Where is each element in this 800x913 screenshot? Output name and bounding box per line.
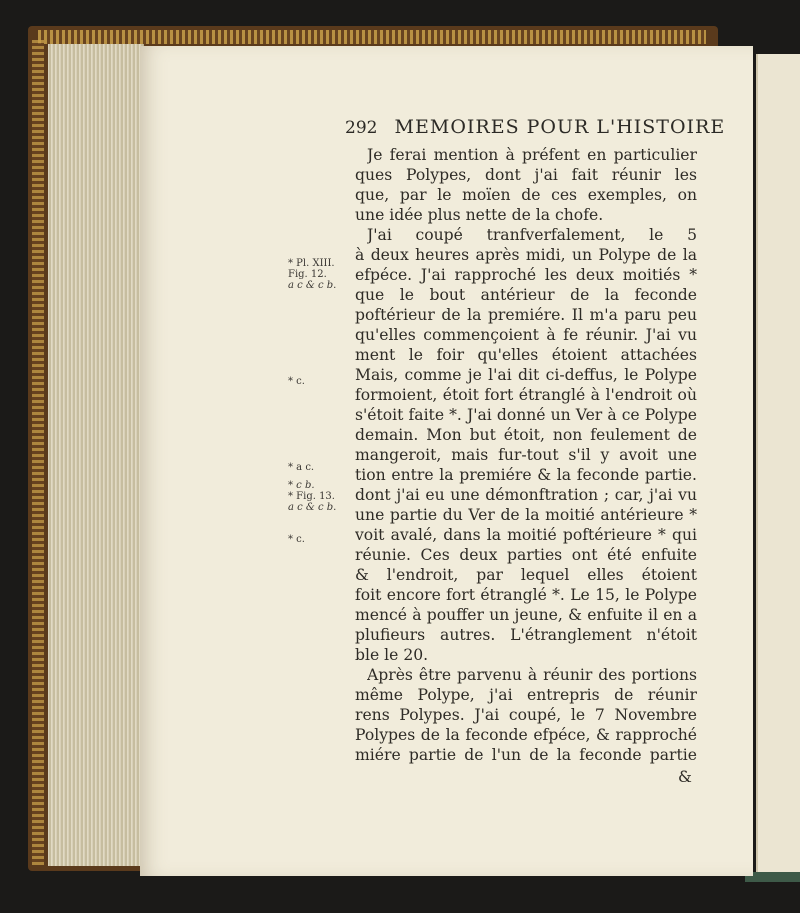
margin-note-line: * c b.	[288, 480, 315, 491]
margin-note-plate	[288, 258, 336, 291]
text-line: Je ferai mention à préfent en particulier	[367, 146, 697, 164]
margin-note-line: * Pl. XIII.	[288, 258, 335, 269]
text-line: miére partie de l'un de la feconde partie	[355, 746, 697, 764]
text-line: même Polype, j'ai entrepris de réunir	[355, 686, 697, 704]
text-line: poftérieur de la premiére. Il m'a paru peu	[355, 306, 697, 324]
text-line: mencé à pouffer un jeune, & enfuite il en a	[355, 606, 697, 624]
running-header	[345, 116, 726, 146]
text-line: une partie du Ver de la moitié antérieure *	[355, 506, 697, 524]
margin-note: * a c.	[288, 462, 315, 473]
text-line: Mais, comme je l'ai dit ci-deffus, le Polype	[355, 366, 697, 384]
text-line: ques Polypes, dont j'ai fait réunir les	[355, 166, 697, 184]
text-line: & l'endroit, par lequel elles étoient	[355, 566, 697, 584]
text-line: que le bout antérieur de la feconde	[355, 286, 697, 304]
text-line: J'ai coupé tranfverfalement, le 5	[367, 226, 697, 244]
text-line: demain. Mon but étoit, non feulement de	[355, 426, 697, 444]
page-number: 292	[345, 118, 378, 138]
text-line: Après être parvenu à réunir des portions	[367, 666, 697, 684]
text-line: voit avalé, dans la moitié poftérieure * qui	[355, 526, 697, 544]
text-line: réunie. Ces deux parties ont été enfuite	[355, 546, 697, 564]
cover-gilt-border-top	[38, 30, 706, 44]
text-line: ble le 20.	[355, 646, 429, 664]
text-line: foit encore fort étranglé *. Le 15, le Polype	[355, 586, 697, 604]
margin-note-line: Fig. 12.	[288, 269, 327, 280]
text-line: s'étoit faite *. J'ai donné un Ver à ce Polype	[355, 406, 697, 424]
text-line: mangeroit, mais fur-tout s'il y avoit une	[355, 446, 697, 464]
catchword: &	[678, 768, 692, 786]
text-line: efpéce. J'ai rapproché les deux moitiés *	[355, 266, 697, 284]
bookmark-ribbon	[745, 872, 800, 882]
running-title: MEMOIRES POUR L'HISTOIRE	[394, 116, 726, 138]
page-edges	[48, 44, 144, 866]
margin-note-figure	[288, 480, 336, 513]
text-line: que, par le moïen de ces exemples, on	[355, 186, 697, 204]
text-line: formoient, étoit fort étranglé à l'endroit où	[355, 386, 697, 404]
text-line: à deux heures après midi, un Polype de la	[355, 246, 697, 264]
text-line: tion entre la premiére & la feconde partie.	[355, 466, 697, 484]
margin-note-line: a c & c b.	[288, 502, 337, 513]
margin-note: * c.	[288, 376, 305, 387]
text-line: une idée plus nette de la chofe.	[355, 206, 604, 224]
text-line: ment le foir qu'elles étoient attachées	[355, 346, 697, 364]
margin-note-line: a c & c b.	[288, 280, 337, 291]
margin-note: * c.	[288, 534, 305, 545]
text-line: Polypes de la feconde efpéce, & rapproché	[355, 726, 697, 744]
text-line: rens Polypes. J'ai coupé, le 7 Novembre	[355, 706, 697, 724]
text-line: dont j'ai eu une démonftration ; car, j'ai vu	[355, 486, 697, 504]
cover-gilt-border-left	[32, 40, 44, 865]
margin-note-line: * Fig. 13.	[288, 491, 335, 502]
facing-page-edge	[756, 54, 800, 879]
text-line: plufieurs autres. L'étranglement n'étoit	[355, 626, 697, 644]
text-line: qu'elles commençoient à fe réunir. J'ai vu	[355, 326, 697, 344]
